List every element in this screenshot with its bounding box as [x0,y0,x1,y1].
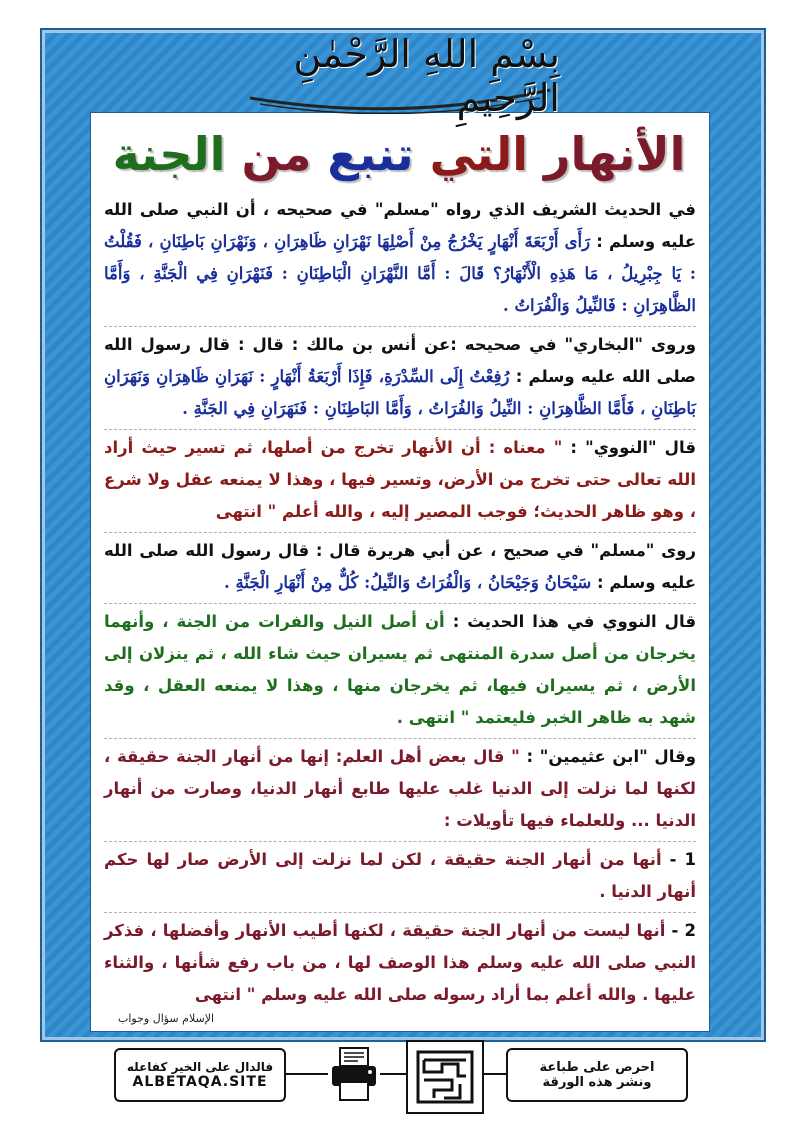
title-word-5: الجنة [112,127,226,181]
title-word-4: من [241,127,312,181]
p1-hadith: رَأَى أَرْبَعَةَ أَنْهَارٍ يَخْرُجُ مِنْ أَصْلِهَا نَهْرَانِ ظَاهِرَانِ ، وَنَهْرَانِ بَاطِنَانِ ، فَقُلْتُ : يَا جِبْرِيلُ ، مَا هَذِهِ الْأَنْهَارُ؟ قَالَ : أَمَّا النَّهْرَانِ الْبَاطِنَانِ : فَنَهْرَانِ فِي الْجَنَّةِ ، وَأَمَّا الظَّاهِرَانِ : فَالنِّيلُ وَالْفُرَاتُ . [104,232,696,315]
basmala-text: بِسْمِ اللهِ الرَّحْمٰنِ الرَّحِيمِ [293,32,560,120]
p1-intro: في الحديث الشريف الذي رواه "مسلم" في صحيحه ، أن النبي صلى الله عليه وسلم : [104,200,697,251]
footer-site-box [114,1048,286,1102]
p7-number: 1 - [669,850,697,869]
logo-mark [412,1046,478,1108]
basmala-calligraphy [240,32,560,120]
footer-print-box [506,1048,688,1102]
p3-intro: قال "النووي" : [570,438,696,457]
paragraph-8 [104,913,696,1015]
title-word-3: تنبع [327,127,414,181]
paragraph-2 [104,327,696,430]
paragraph-3 [104,430,696,533]
page-title [90,122,708,186]
footer-print-line1: احرص على طباعة [539,1060,655,1075]
p7-body: أنها من أنهار الجنة حقيقة ، لكن لما نزلت إلى الأرض صار لها حكم أنهار الدنيا . [104,850,696,901]
footer [114,1040,688,1110]
site-logo [406,1040,484,1114]
p6-intro: وقال "ابن عثيمين" : [526,747,696,766]
paragraph-5 [104,604,696,739]
printer-icon [324,1042,384,1108]
paragraph-6 [104,739,696,842]
p3-body: " معناه : أن الأنهار تخرج من أصلها، ثم تسير حيث أراد الله تعالى حتى تخرج من الأرض، وتسير فيها ، وهذا لا يمنعه عقل ولا شرع ، وهو ظاهر الحديث؛ فوجب المصير إليه ، والله أعلم " انتهى [104,438,696,521]
paragraph-4 [104,533,696,604]
p6-body: " قال بعض أهل العلم: إنها من أنهار الجنة حقيقة ، لكنها لما نزلت إلى الدنيا غلب عليها طابع أنهار الدنيا، وصارت من أنهار الدنيا ... وللعلماء فيها تأويلات : [104,747,696,830]
p5-intro: قال النووي في هذا الحديث : [452,612,696,631]
p2-intro: وروى "البخاري" في صحيحه :عن أنس بن مالك : قال : قال رسول الله صلى الله عليه وسلم : [104,335,696,386]
article-body [104,192,696,1015]
paragraph-1 [104,192,696,327]
footer-motto: فالدال على الخير كفاعله [126,1060,274,1074]
p5-body: أن أصل النيل والفرات من الجنة ، وأنهما يخرجان من أصل سدرة المنتهى ثم يسيران حيث شاء الله ، ثم ينزلان إلى الأرض ، ثم يسيران فيها، ثم يخرجان منها ، وهذا لا يمنعه العقل ، وقد شهد به ظاهر الخبر فليعتمد " انتهى . [104,612,696,727]
source-credit: الإسلام سؤال وجواب [118,1012,215,1025]
footer-print-line2: ونشر هذه الورقة [542,1075,652,1090]
title-word-2: التي [429,127,528,181]
paragraph-7 [104,842,696,913]
title-word-1: الأنهار [544,127,686,181]
p4-intro: روى "مسلم" في صحيح ، عن أبي هريرة قال : قال رسول الله صلى الله عليه وسلم : [104,541,696,592]
p8-body: أنها ليست من أنهار الجنة حقيقة ، لكنها أطيب الأنهار وأفضلها ، فذكر النبي صلى الله عليه وسلم هذا الوصف لها ، من باب رفع شأنها ، والثناء عليها . والله أعلم بما أراد رسوله صلى الله عليه وسلم " انتهى [104,921,696,1004]
p8-number: 2 - [671,921,696,940]
p4-hadith: سَيْحَانُ وَجَيْحَانُ ، وَالْفُرَاتُ وَالنِّيلُ: كُلٌّ مِنْ أَنْهَارِ الْجَنَّةِ . [224,573,592,592]
p2-hadith: رُفِعْتُ إِلَى السِّدْرَةِ، فَإِذَا أَرْبَعَةُ أَنْهَارٍ : نَهَرَانِ ظَاهِرَانِ وَنَهَرَانِ بَاطِنَانِ ، فَأَمَّا الظَّاهِرَانِ : النِّيلُ وَالفُرَاتُ ، وَأَمَّا البَاطِنَانِ : فَنَهَرَانِ فِي الجَنَّةِ . [104,367,696,418]
footer-site-link[interactable]: ALBETAQA.SITE [132,1074,268,1090]
